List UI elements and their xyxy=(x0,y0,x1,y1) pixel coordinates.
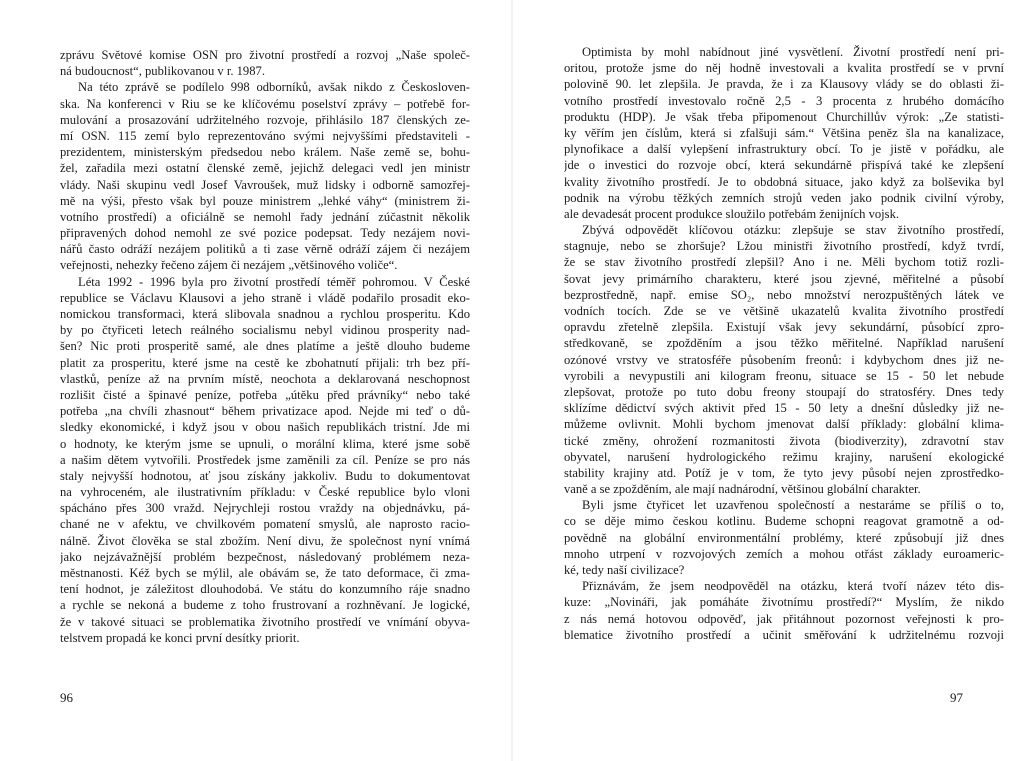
text-line: Přiznávám, že jsem neodpověděl na otázku, která tvoří název této dis- xyxy=(582,579,1004,594)
text-line: republice se Václavu Klausovi a jeho straně i vládě podařilo prosadit eko- xyxy=(60,290,470,305)
text-line: připravených dohod nemohl ze své pozice podepsat. Tedy nezájem novi- xyxy=(60,226,470,241)
text-line: ná budoucnost“, publikovanou v r. 1987. xyxy=(60,64,265,79)
page-number-left: 96 xyxy=(60,690,73,705)
text-line: nomickou transformaci, která slibovala snadnou a rychlou prosperitu. Kdo xyxy=(60,307,470,321)
text-line: by po čtyřiceti letech reálného socialismu nebyl vidinou prosperity nad- xyxy=(60,323,470,338)
text-line: že se stav životního prostředí zlepšil? Ano i ne. Měli bychom totiž rozli- xyxy=(564,255,1004,270)
text-line: o hodnoty, ke kterým jsme se upnuli, o morální klima, které jsme sobě xyxy=(60,436,470,451)
text-line: kvality životního prostředí. Je to obdobná situace, jako když za bolševika byl xyxy=(564,174,1004,189)
text-line: votního prostředí) a oficiálně se nemohl řady jednání zúčastnit několik xyxy=(60,209,470,224)
left-page-text xyxy=(60,47,470,646)
text-line: chané ne v afektu, ve chvilkovém pomatení smyslů, ale naprosto racio- xyxy=(60,517,470,532)
text-line: mnoho utrpení v rozvojových zemích a mohou otřást základy euroameric- xyxy=(564,546,1004,561)
text-line: telstvem propadá ke konci první desítky priorit. xyxy=(60,630,300,645)
text-line: z nás nemá hotovou odpověď, jak přitáhnout pozornost veřejnosti k pro- xyxy=(564,611,1004,626)
text-line: Byli jsme čtyřicet let uzavřenou společností a nestaráme se příliš o to, xyxy=(582,498,1004,513)
text-line: kuze: „Novináři, jak pomáháte životnímu prostředí?“ Myslím, že nikdo xyxy=(564,595,1004,610)
text-line: Léta 1992 - 1996 byla pro životní prostředí téměř pohromou. V České xyxy=(78,274,470,289)
text-line: mě na výši, přesto však byl pouze ministrem „lehké váhy“ (ministrem ži- xyxy=(60,193,470,208)
text-line: oritou, protože jsme do něj hodně investovali a kvalita prostředí se v první xyxy=(564,61,1004,76)
text-line: platit za prosperitu, které jsme na cestě ke zbohatnutí přijali: trh bez pří- xyxy=(60,355,470,370)
text-line: Optimista by mohl nabídnout jiné vysvětlení. Životní prostředí není pri- xyxy=(582,45,1004,59)
text-line: vaně a se zpožděním, ale mají nadnárodní, většinou globální charakter. xyxy=(564,482,921,497)
text-line: potřeba „na chvíli zhasnout“ během privatizace apod. Nejde mi teď o dů- xyxy=(60,404,470,419)
text-line: prezidentem, ministerským předsedou nebo králem. Naše země se, bohu- xyxy=(60,145,470,160)
text-line: žel, zařadila mezi ostatní členské země, jejichž delegaci vedl jen ministr xyxy=(60,161,470,176)
text-line: polovině 90. let zlepšila. Je pravda, že i za Klausovy vlády se do oblasti ži- xyxy=(564,77,1004,92)
text-line: spácháno přes 300 vražd. Nejrychleji rostou vraždy na objednávku, pá- xyxy=(60,501,470,516)
text-line: ky věřím jen číslům, která si zfalšuji sám.“ Většina peněz šla na kanalizace, xyxy=(564,125,1004,140)
text-line: a našim dětem vytvořili. Prostředek jsme zaměnili za cíl. Peníze se pro nás xyxy=(60,452,470,467)
text-line: sklízíme dědictví svých aktivit před 15 - 50 lety a dnešní důsledky již ne- xyxy=(564,401,1004,416)
text-line: sledky ekonomické, i když jsou v obou našich republikách tristní. Jde mi xyxy=(60,420,470,435)
text-line: co se děje mimo českou kotlinu. Budeme schopni reagovat gramotně a od- xyxy=(564,514,1004,529)
text-line: ozónové vrstvy ve stratosféře působením freonů: i kdybychom dnes již ne- xyxy=(564,352,1004,367)
text-line: vodních tocích. Zde se ve většině ukazatelů kvalita životního prostředí xyxy=(564,304,1004,318)
text-line: na vyhroceném, ale ilustrativním příkladu: v České republice bylo vloni xyxy=(60,485,470,500)
text-line: Na této zprávě se podílelo 998 odborníků, avšak nikdo z Českosloven- xyxy=(78,80,470,95)
text-line: Zbývá odpovědět klíčovou otázku: zlepšuje se stav životního prostředí, xyxy=(582,223,1004,238)
text-line: středkovaně, se zpožděním a jsou těžko měřitelné. Například narušení xyxy=(564,336,1004,351)
text-line: šovat jevy primárního charakteru, které jsou zjevné, měřitelné a působí xyxy=(564,271,1004,286)
text-line: jde o investici do rozvoje obcí, která sekundárně přispívá také ke zlepšení xyxy=(564,158,1004,173)
text-line: stagnuje, nebo se zhoršuje? Lžou ministři životního prostředí, když tvrdí, xyxy=(564,239,1004,254)
text-line: opravdu zřetelně zlepšila. Existují však jevy sekundární, působící zpro- xyxy=(564,320,1004,335)
text-line: obyvatel, narušení hydrologického režimu krajiny, narušení ekologické xyxy=(564,449,1004,464)
text-line: jako nejzávažnější problém bezpečnost, následovaný problémem neza- xyxy=(60,549,470,564)
text-line: vlastků, peníze až na prvním místě, neochota a deklarovaná neschopnost xyxy=(60,371,470,386)
text-line: tení hodnot, je záležitost dlouhodobá. Ve státu do konzumního ráje snadno xyxy=(60,582,470,597)
text-line: šen? Nic proti prosperitě samé, ale dnes platíme a ještě dlouho budeme xyxy=(60,339,470,354)
text-line: že v takové situaci se problematika životního prostředí ve vnímání obyva- xyxy=(60,614,470,629)
text-line: a rychle se nekoná a budeme z toho frustrovaní a rozhněvaní. Je logické, xyxy=(60,598,470,613)
text-line: plynofikace a další vylepšení infrastruktury obcí. To je jistě v pořádku, ale xyxy=(564,142,1004,157)
text-line: mulování a prosazování udržitelného rozvoje, přihlásilo 187 členských ze- xyxy=(60,112,470,127)
text-line: městnanosti. Kéž bych se mýlil, ale obávám se, že tato deformace, či zma- xyxy=(60,566,470,580)
text-line: zprávu Světové komise OSN pro životní prostředí a rozvoj „Naše společ- xyxy=(60,48,470,62)
text-line: produktu (HDP). Je však třeba připomenout Churchillův výrok: „Ze statisti- xyxy=(564,109,1004,124)
right-page-text xyxy=(564,44,1004,643)
text-line: tické změny, ohrožení rozmanitosti života (biodiverzity), zdravotní stav xyxy=(564,433,1004,448)
text-line: rozlišit čisté a špinavé peníze, potřeba „útěku před právníky“ nebo také xyxy=(60,387,470,402)
text-line: vyrobili a nevypustili ani kilogram freonu, situace se 15 - 50 let nebude xyxy=(564,368,1004,383)
text-line: ska. Na konferenci v Riu se ke klíčovému poselství zprávy – potřebě for- xyxy=(60,96,470,111)
text-line: ké, tedy naší civilizace? xyxy=(564,563,685,577)
text-line: blematice životního prostředí a učinit směřování k udržitelnému rozvoji xyxy=(564,627,1004,642)
text-line: mí OSN. 115 zemí bylo reprezentováno svými nejvyššími představiteli - xyxy=(60,128,470,143)
text-line: stability krajiny atd. Potíž je v tom, že tyto jevy působí nejen zprostředko- xyxy=(564,465,1004,480)
text-line: nářů často odráží nezájem politiků a ti zase věrně odráží zájem či nezájem xyxy=(60,242,470,257)
text-line: můžeme ovlivnit. Mohli bychom jmenovat další příklady: globální klima- xyxy=(564,417,1004,432)
text-line: ale devadesát procent produkce sloužilo potřebám ženijních vojsk. xyxy=(564,206,900,221)
text-line: bezprostředně, např. emise SO₂, nebo množství nerozpuštěných látek ve xyxy=(564,287,1004,302)
text-line: vlády. Naši skupinu vedl Josef Vavroušek, muž lidsky i odborně samozřej- xyxy=(60,177,470,192)
text-line: zlepšovat, protože po tuto dobu freony stoupají do stratosféry. Dnes tedy xyxy=(564,384,1004,399)
right-page xyxy=(512,0,1024,761)
text-line: nálně. Život člověka se stal zbožím. Není divu, že společnost nyní vnímá xyxy=(60,533,470,548)
text-line: staly nejvyšší hodnotou, ať jsou získány jakkoliv. Budu to dokumentovat xyxy=(60,468,470,483)
page-number-right: 97 xyxy=(950,690,963,705)
text-line: povědně na globální environmentální problémy, které způsobují již dnes xyxy=(564,530,1004,545)
text-line: podnik na výrobu těžkých zemních strojů veden jako podnik civilní výroby, xyxy=(564,190,1004,205)
text-line: votního prostředí investovalo ročně 2,5 - 3 procenta z hrubého domácího xyxy=(564,93,1004,108)
text-line: veřejnosti, nehezky řečeno zájem či nezájem „většinového voliče“. xyxy=(60,258,398,273)
